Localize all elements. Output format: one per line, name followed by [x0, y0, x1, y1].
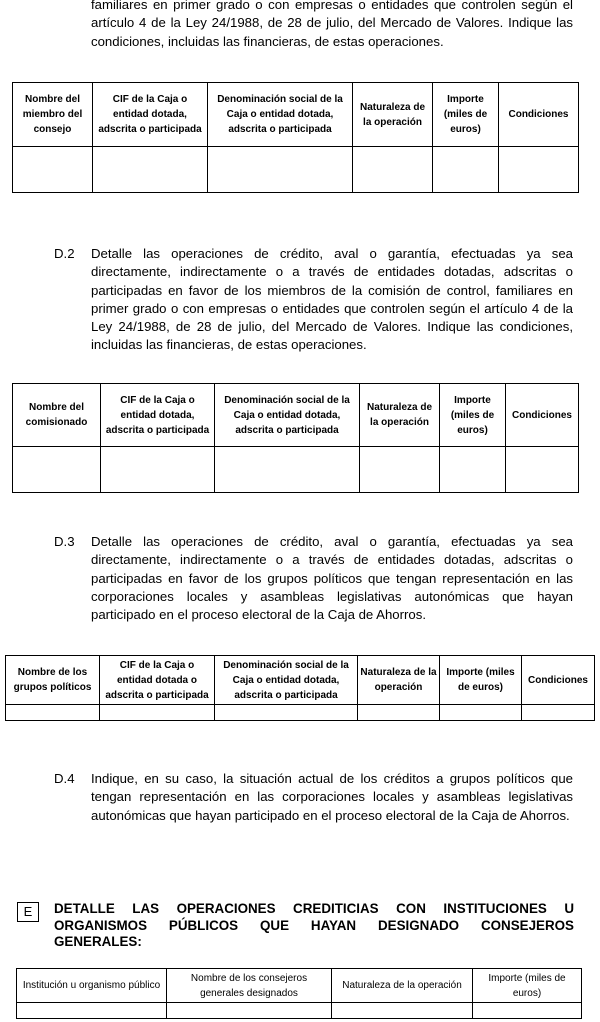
col-header: Naturaleza de la operación — [360, 384, 440, 447]
table-cell[interactable] — [433, 147, 499, 193]
col-header: Institución u organismo público — [17, 969, 167, 1003]
col-header: Denominación social de la Caja o entidad dotada, adscrita o participada — [215, 656, 358, 705]
col-header: Importe (miles de euros) — [440, 384, 506, 447]
col-header: CIF de la Caja o entidad dotada, adscrita o participada — [101, 384, 215, 447]
table-cell[interactable] — [522, 705, 595, 721]
col-header: Denominación social de la Caja o entidad dotada, adscrita o participada — [215, 384, 360, 447]
table-cell[interactable] — [332, 1003, 473, 1019]
table-cell[interactable] — [215, 705, 358, 721]
col-header: Importe (miles de euros) — [433, 83, 499, 147]
col-header: Nombre de los consejeros generales designados — [167, 969, 332, 1003]
table-row — [13, 447, 579, 493]
col-header: Naturaleza de la operación — [353, 83, 433, 147]
section-number-d2: D.2 — [54, 246, 75, 261]
table-d3 — [5, 655, 595, 721]
col-header: Denominación social de la Caja o entidad dotada, adscrita o participada — [208, 83, 353, 147]
col-header: Condiciones — [499, 83, 579, 147]
col-header: Nombre del comisionado — [13, 384, 101, 447]
table-cell[interactable] — [473, 1003, 582, 1019]
col-header: CIF de la Caja o entidad dotada o adscrita o participada — [100, 656, 215, 705]
table-row — [17, 1003, 582, 1019]
table-cell[interactable] — [6, 705, 100, 721]
col-header: Naturaleza de la operación — [332, 969, 473, 1003]
table-d1 — [12, 82, 579, 193]
table-cell[interactable] — [13, 447, 101, 493]
table-cell[interactable] — [100, 705, 215, 721]
table-cell[interactable] — [360, 447, 440, 493]
d1-continuation-text: familiares en primer grado o con empresas o entidades que controlen según el artículo 4 de la Ley 24/1988, de 28 de julio, del Mercado de Valores. Indique las condiciones, incluidas las financieras, de estas operaciones. — [91, 0, 573, 49]
col-header: Condiciones — [506, 384, 579, 447]
table-cell[interactable] — [17, 1003, 167, 1019]
table-row — [13, 147, 579, 193]
section-number-d4: D.4 — [54, 771, 75, 786]
col-header: Naturaleza de la operación — [358, 656, 440, 705]
table-cell[interactable] — [358, 705, 440, 721]
table-cell[interactable] — [499, 147, 579, 193]
table-cell[interactable] — [215, 447, 360, 493]
d3-text: Detalle las operaciones de crédito, aval o garantía, efectuadas ya sea directamente, indirectamente o a través de entidades dotadas, adscritas o participadas en favor de los grupos políticos que tengan representación en las corporaciones locales y asambleas legislativas autonómicas que hayan participado en el proceso electoral de la Caja de Ahorros. — [91, 534, 573, 623]
col-header: Nombre de los grupos políticos — [6, 656, 100, 705]
table-cell[interactable] — [440, 705, 522, 721]
col-header: Nombre del miembro del consejo — [13, 83, 93, 147]
section-number-d3: D.3 — [54, 534, 75, 549]
table-cell[interactable] — [13, 147, 93, 193]
table-cell[interactable] — [353, 147, 433, 193]
table-row — [6, 705, 595, 721]
table-cell[interactable] — [93, 147, 208, 193]
section-e-letter: E — [17, 902, 39, 922]
col-header: Condiciones — [522, 656, 595, 705]
col-header: Importe (miles de euros) — [473, 969, 582, 1003]
table-cell[interactable] — [440, 447, 506, 493]
table-d2 — [12, 383, 579, 493]
d2-text: Detalle las operaciones de crédito, aval o garantía, efectuadas ya sea directamente, indirectamente o a través de entidades dotadas, adscritas o participadas en favor de los miembros de la comisión de control, familiares en primer grado o con empresas o entidades que controlen según el artículo 4 de la Ley 24/1988, de 28 de julio, del Mercado de Valores. Indique las condiciones, incluidas las financieras, de estas operaciones. — [91, 246, 573, 353]
table-cell[interactable] — [506, 447, 579, 493]
col-header: Importe (miles de euros) — [440, 656, 522, 705]
table-cell[interactable] — [208, 147, 353, 193]
table-cell[interactable] — [167, 1003, 332, 1019]
d4-text: Indique, en su caso, la situación actual de los créditos a grupos políticos que tengan representación en las corporaciones locales y asambleas legislativas autonómicas que hayan participado en el proceso electoral de la Caja de Ahorros. — [91, 771, 573, 823]
col-header: CIF de la Caja o entidad dotada, adscrita o participada — [93, 83, 208, 147]
table-e — [16, 968, 582, 1019]
table-cell[interactable] — [101, 447, 215, 493]
section-e-title: DETALLE LAS OPERACIONES CREDITICIAS CON INSTITUCIONES U ORGANISMOS PÚBLICOS QUE HAYAN DESIGNADO CONSEJEROS GENERALES: — [54, 901, 574, 949]
